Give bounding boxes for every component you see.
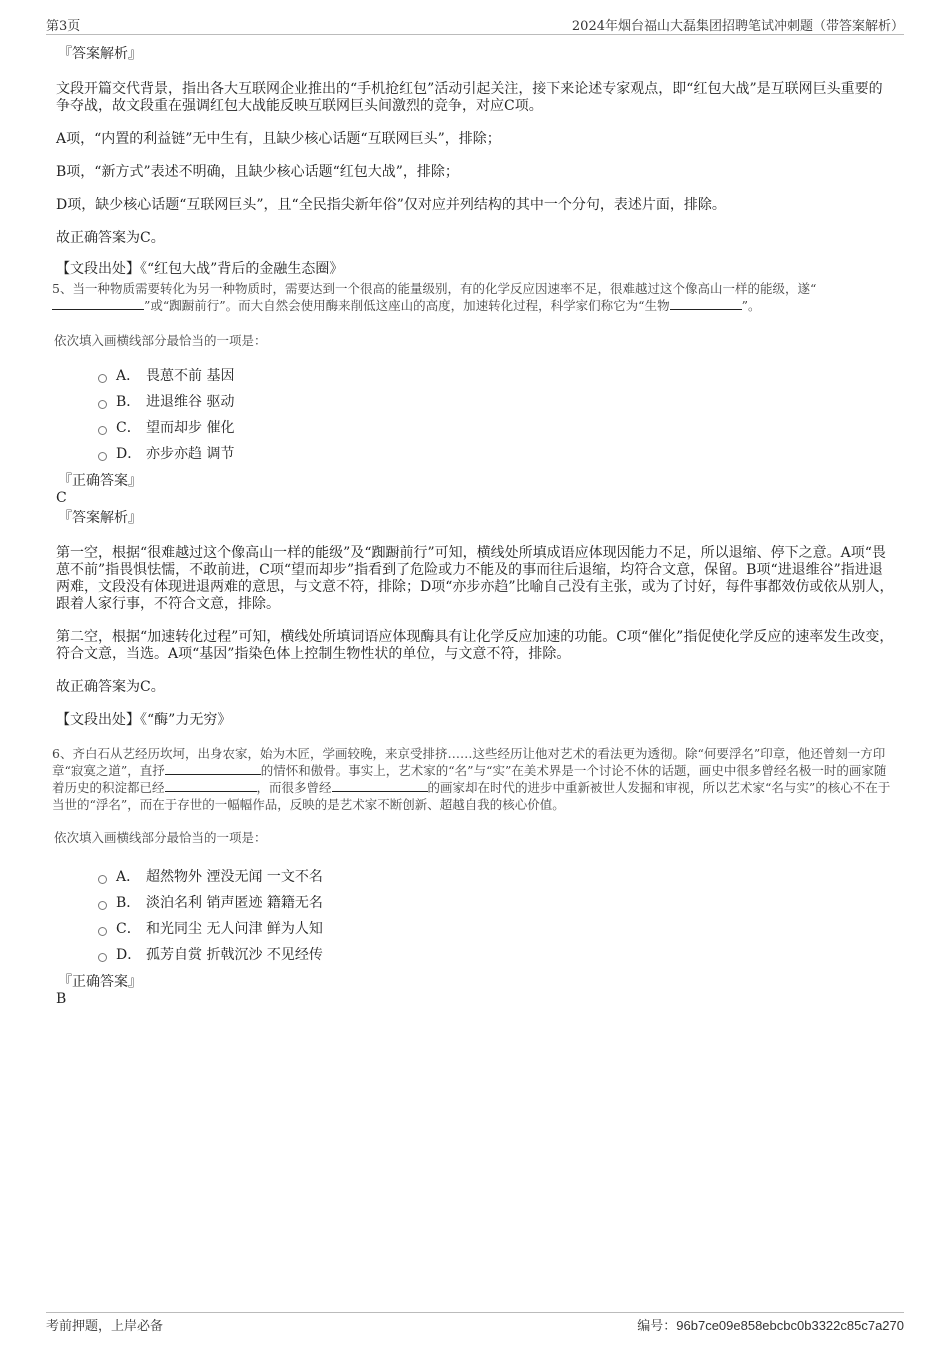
page-header	[46, 14, 904, 35]
question-6-stem: 6、齐白石从艺经历坎坷，出身农家，始为木匠，学画较晚，来京受排挤……这些经历让他对艺术的看法更为透彻。除“何要浮名”印章，他还曾刻一方印章“寂寞之道”，直抒 的情怀和傲骨。事实上，艺术家的“名”与“实”在美术界是一个讨论不休的话题，画史中很多曾经名极一时的画家随着历史的积淀都已经 ，而很多曾经 的画家却在时代的进步中重新被世人发掘和审视，所以艺术家“名与实”的核心不在于当世的“浮名”，而在于存世的一幅幅作品，反映的是艺术家不断创新、超越自我的核心价值。	[52, 746, 891, 812]
option-a-analysis: A项，“内置的利益链”无中生有，且缺少核心话题“互联网巨头”，排除；	[56, 131, 501, 147]
blank-line	[52, 297, 144, 310]
question-5-prompt: 依次填入画横线部分最恰当的一项是：	[54, 333, 267, 348]
correct-answer: B	[56, 991, 67, 1007]
document-title: 2024年烟台福山大磊集团招聘笔试冲刺题（带答案解析）	[571, 19, 904, 34]
correct-answer: C	[56, 490, 67, 506]
radio-button-icon[interactable]	[98, 927, 107, 936]
question-5-stem: 5、当一种物质需要转化为另一种物质时，需要达到一个很高的能量级别，有的化学反应因速率不足，很难越过这个像高山一样的能级，遂“ ”或“踟蹰前行”。而大自然会使用酶来削低这座山的高度，加速转化过程，科学家们称它为“生物 ”。	[52, 281, 817, 313]
radio-button-icon[interactable]	[98, 875, 107, 884]
question-6-options	[98, 864, 896, 968]
document-code: 编号：96b7ce09e858ebcbc0b3322c85c7a270	[637, 1318, 904, 1334]
source-citation: 【文段出处】《“酶”力无穷》	[56, 712, 232, 728]
answer-tag: 『正确答案』	[58, 473, 142, 489]
footer-slogan: 考前押题，上岸必备	[46, 1319, 164, 1334]
conclusion: 故正确答案为C。	[56, 230, 165, 246]
analysis-tag: 『答案解析』	[58, 510, 142, 526]
option-d[interactable]: D． 亦步亦趋 调节	[98, 441, 896, 467]
blank-line	[165, 779, 257, 792]
option-a[interactable]: A． 超然物外 湮没无闻 一文不名	[98, 864, 896, 890]
analysis-paragraph-2: 第二空，根据“加速转化过程”可知，横线处所填词语应体现酶具有让化学反应加速的功能。C项“催化”指促使化学反应的速率发生改变，符合文意，当选。A项“基因”指染色体上控制生物性状的单位，与文意不符，排除。	[56, 629, 894, 662]
question-5-options	[98, 363, 896, 467]
radio-button-icon[interactable]	[98, 400, 107, 409]
blank-line	[165, 762, 261, 775]
option-d-analysis: D项，缺少核心话题“互联网巨头”，且“全民指尖新年俗”仅对应并列结构的其中一个分句，表述片面，排除。	[56, 197, 726, 213]
radio-button-icon[interactable]	[98, 953, 107, 962]
radio-button-icon[interactable]	[98, 901, 107, 910]
blank-line	[670, 297, 742, 310]
radio-button-icon[interactable]	[98, 374, 107, 383]
page-footer	[46, 1312, 904, 1333]
option-b[interactable]: B． 进退维谷 驱动	[98, 389, 896, 415]
source-citation: 【文段出处】《“红包大战”背后的金融生态圈》	[56, 261, 344, 277]
analysis-paragraph: 文段开篇交代背景，指出各大互联网企业推出的“手机抢红包”活动引起关注，接下来论述专家观点，即“红包大战”是互联网巨头重要的争夺战，故文段重在强调红包大战能反映互联网巨头间激烈的竞争，对应C项。	[56, 81, 883, 114]
option-d[interactable]: D． 孤芳自赏 折戟沉沙 不见经传	[98, 942, 896, 968]
page-number: 第3页	[46, 19, 81, 34]
answer-tag: 『正确答案』	[58, 974, 142, 990]
analysis-paragraph-1: 第一空，根据“很难越过这个像高山一样的能级”及“踟蹰前行”可知，横线处所填成语应体现因能力不足，所以退缩、停下之意。A项“畏葸不前”指畏惧怯懦，不敢前进，C项“望而却步”指看到了危险或力不能及的事而往后退缩，均符合文意，保留。B项“进退维谷”指进退两难，文段没有体现进退两难的意思，与文意不符，排除；D项“亦步亦趋”比喻自己没有主张，或为了讨好，每件事都效仿或依从别人，跟着人家行事，不符合文意，排除。	[56, 545, 894, 612]
conclusion: 故正确答案为C。	[56, 679, 165, 695]
option-b[interactable]: B． 淡泊名利 销声匿迹 籍籍无名	[98, 890, 896, 916]
radio-button-icon[interactable]	[98, 452, 107, 461]
blank-line	[332, 779, 428, 792]
question-6-prompt: 依次填入画横线部分最恰当的一项是：	[54, 830, 267, 845]
option-b-analysis: B项，“新方式”表述不明确，且缺少核心话题“红包大战”，排除；	[56, 164, 459, 180]
analysis-tag: 『答案解析』	[58, 46, 142, 62]
radio-button-icon[interactable]	[98, 426, 107, 435]
option-c[interactable]: C． 望而却步 催化	[98, 415, 896, 441]
page-content	[52, 46, 896, 1008]
option-a[interactable]: A． 畏葸不前 基因	[98, 363, 896, 389]
option-c[interactable]: C． 和光同尘 无人问津 鲜为人知	[98, 916, 896, 942]
